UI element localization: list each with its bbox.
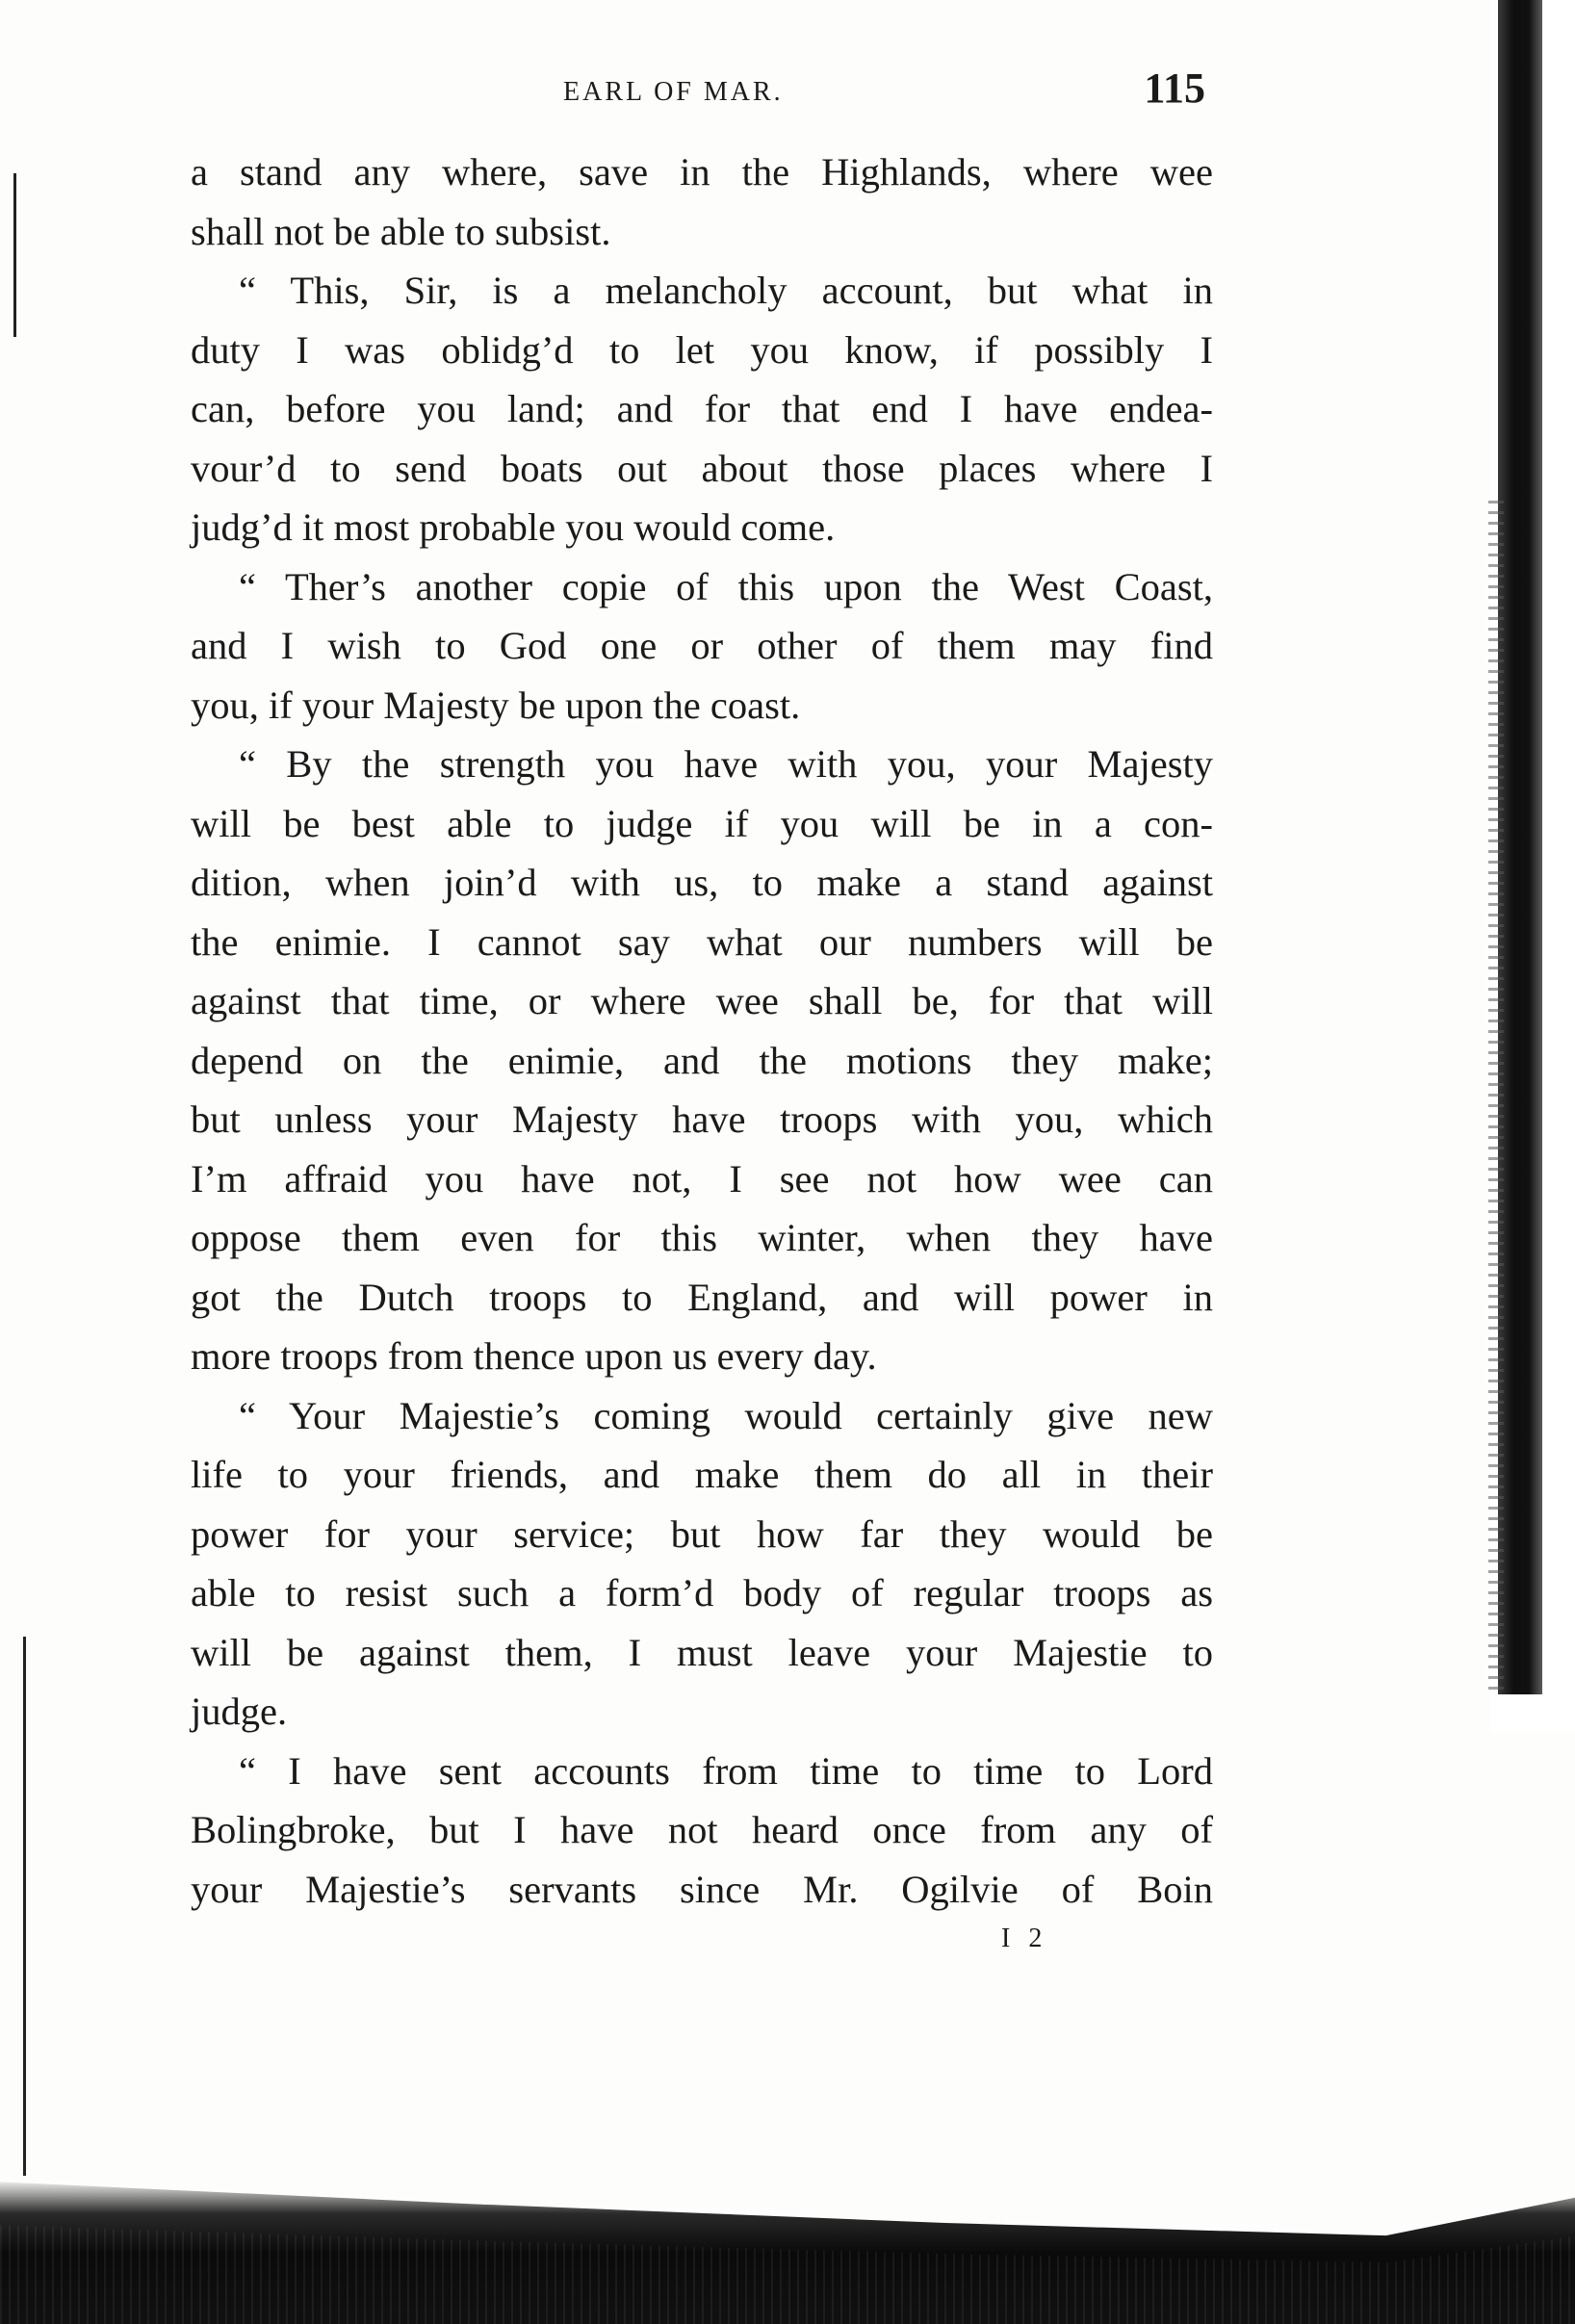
text-line: vour’d to send boats out about those places where I (191, 446, 1213, 490)
text-line: depend on the enimie, and the motions they make; (191, 1038, 1213, 1082)
text-line: will be best able to judge if you will be in a con- (191, 801, 1213, 845)
page-edge-fray (1488, 501, 1504, 1694)
page-number: 115 (1144, 65, 1205, 112)
text-line: shall not be able to subsist. (191, 209, 611, 253)
text-line: got the Dutch troops to England, and will power in (191, 1275, 1213, 1319)
margin-mark (23, 1637, 26, 2176)
text-line: able to resist such a form’d body of regular troops as (191, 1571, 1213, 1614)
text-line: you, if your Majesty be upon the coast. (191, 683, 801, 727)
text-line: life to your friends, and make them do all in their (191, 1453, 1213, 1496)
text-line: against that time, or where wee shall be, for that will (191, 979, 1213, 1022)
text-line: a stand any where, save in the Highlands, where wee (191, 150, 1213, 194)
running-head (193, 60, 1213, 117)
text-line: “ I have sent accounts from time to time to Lord (239, 1748, 1213, 1793)
text-line: I’m affraid you have not, I see not how wee can (191, 1156, 1213, 1201)
text-line: your Majestie’s servants since Mr. Ogilvie of Boin (191, 1867, 1213, 1911)
text-line: “ Your Majestie’s coming would certainly give new (239, 1393, 1213, 1437)
body-text (191, 142, 1213, 1919)
running-title: EARL OF MAR. (563, 77, 784, 107)
signature-mark: I 2 (1001, 1924, 1048, 1953)
text-line: judg’d it most probable you would come. (191, 505, 836, 549)
text-line: and I wish to God one or other of them may find (191, 624, 1213, 667)
text-line: duty I was oblidg’d to let you know, if possibly I (191, 327, 1213, 372)
text-line: the enimie. I cannot say what our numbers will be (191, 919, 1213, 964)
text-line: but unless your Majesty have troops with you, which (191, 1097, 1213, 1141)
text-line: Bolingbroke, but I have not heard once from any of (191, 1808, 1213, 1851)
margin-mark (13, 173, 16, 337)
text-line: more troops from thence upon us every day. (191, 1334, 877, 1378)
text-line: oppose them even for this winter, when they have (191, 1216, 1213, 1259)
text-line: power for your service; but how far they would be (191, 1511, 1213, 1556)
text-line: “ This, Sir, is a melancholy account, but what in (239, 269, 1213, 312)
text-line: dition, when join’d with us, to make a stand against (191, 861, 1213, 904)
text-line: “ By the strength you have with you, your Majesty (239, 742, 1213, 786)
text-line: will be against them, I must leave your Majestie to (191, 1630, 1213, 1674)
binding-shadow (1498, 0, 1542, 1694)
text-line: “ Ther’s another copie of this upon the West Coast, (239, 564, 1213, 608)
text-line: judge. (191, 1690, 288, 1733)
text-line: can, before you land; and for that end I have endea- (191, 387, 1213, 430)
